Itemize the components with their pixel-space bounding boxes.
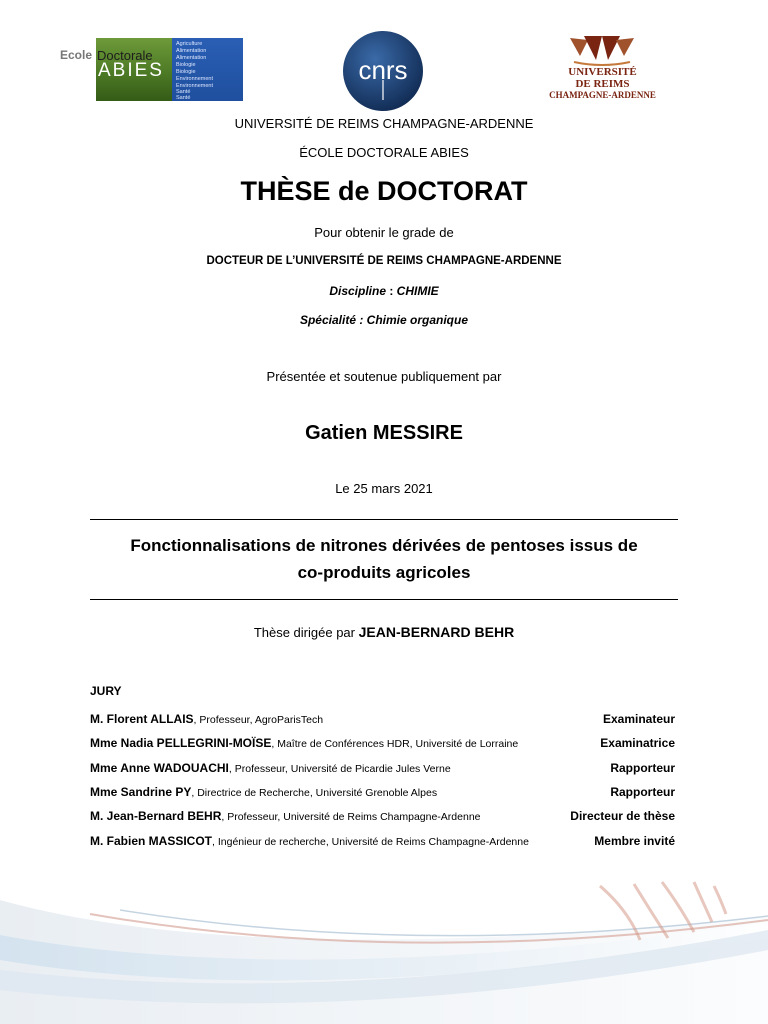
thesis-title-line2: co-produits agricoles xyxy=(297,563,471,582)
director-line xyxy=(0,624,768,640)
jury-member-affiliation: , Ingénieur de recherche, Université de Reims Champagne-Ardenne xyxy=(212,836,529,848)
abies-logo-word: Santé xyxy=(176,95,191,101)
urca-logo-line3: CHAMPAGNE-ARDENNE xyxy=(549,90,656,100)
grade: DOCTEUR DE L’UNIVERSITÉ DE REIMS CHAMPAGNE-ARDENNE xyxy=(206,255,562,267)
divider-top xyxy=(90,519,678,520)
jury-member-role: Rapporteur xyxy=(610,761,675,775)
jury-member-affiliation: , Professeur, AgroParisTech xyxy=(193,714,324,726)
jury-member-role: Membre invité xyxy=(594,834,675,848)
jury-member-fullname: Mme Nadia PELLEGRINI-MOÏSE xyxy=(90,736,272,750)
abies-logo-word: Biologie xyxy=(176,62,196,68)
grade-intro: Pour obtenir le grade de xyxy=(314,225,454,240)
jury-member-fullname: M. Fabien MASSICOT xyxy=(90,834,213,848)
jury-member-name xyxy=(90,712,323,726)
abies-logo-word: Biologie xyxy=(176,69,196,75)
divider-bottom xyxy=(90,599,678,600)
abies-logo-word: Environnement xyxy=(176,76,213,82)
jury-member-role: Examinatrice xyxy=(600,736,675,750)
specialite: Spécialité : Chimie organique xyxy=(299,313,469,327)
jury-member-fullname: M. Jean-Bernard BEHR xyxy=(90,809,222,823)
jury-heading: JURY xyxy=(90,684,122,698)
abies-logo-word: Environnement xyxy=(176,83,213,89)
discipline-label: Discipline xyxy=(329,284,386,298)
discipline-sep: : xyxy=(386,284,397,298)
jury-member-affiliation: , Professeur, Université de Reims Champagne-Ardenne xyxy=(221,811,481,823)
urca-logo-emblem xyxy=(566,32,638,66)
jury-member-affiliation: , Maître de Conférences HDR, Université de Lorraine xyxy=(271,738,519,750)
decorative-swoosh xyxy=(0,840,768,1024)
abies-logo-word: Agriculture xyxy=(176,41,203,47)
urca-logo-line2: DE REIMS xyxy=(575,78,630,90)
presented-by: Présentée et soutenue publiquement par xyxy=(266,369,502,384)
director-name: JEAN-BERNARD BEHR xyxy=(358,624,515,640)
defense-date: Le 25 mars 2021 xyxy=(335,481,433,496)
university-name: UNIVERSITÉ DE REIMS CHAMPAGNE-ARDENNE xyxy=(234,116,534,131)
jury-member-fullname: Mme Sandrine PY xyxy=(90,785,192,799)
jury-member-role: Rapporteur xyxy=(610,785,675,799)
cnrs-logo-text: cnrs xyxy=(358,55,408,85)
jury-member-name xyxy=(90,736,518,750)
jury-member-fullname: Mme Anne WADOUACHI xyxy=(90,761,229,775)
abies-logo-name: ABIES xyxy=(98,60,164,81)
jury-member-name xyxy=(90,785,437,799)
jury-member-role: Examinateur xyxy=(602,712,675,726)
cnrs-logo xyxy=(342,30,424,112)
discipline-value: CHIMIE xyxy=(396,284,439,298)
jury-member-fullname: M. Florent ALLAIS xyxy=(90,712,194,726)
jury-member-name xyxy=(90,809,481,823)
doctoral-school: ÉCOLE DOCTORALE ABIES xyxy=(299,145,469,160)
abies-logo-word: Alimentation xyxy=(176,55,207,61)
urca-logo-line1: UNIVERSITÉ xyxy=(568,66,637,78)
jury-member-affiliation: , Professeur, Université de Picardie Jules Verne xyxy=(228,763,451,775)
abies-logo-ecole-text: Ecole xyxy=(60,48,93,62)
jury-member-affiliation: , Directrice de Recherche, Université Grenoble Alpes xyxy=(191,787,438,799)
page-title: THÈSE de DOCTORAT xyxy=(240,176,528,206)
thesis-title-line1: Fonctionnalisations de nitrones dérivées de pentoses issus de xyxy=(130,536,638,555)
abies-logo-doctorale-text: Doctorale xyxy=(97,48,153,63)
jury-member-name xyxy=(90,761,451,775)
discipline xyxy=(0,284,768,298)
jury-member-role: Directeur de thèse xyxy=(570,809,675,823)
abies-logo-word: Alimentation xyxy=(176,48,207,54)
director-prefix: Thèse dirigée par xyxy=(253,625,355,640)
author-name: Gatien MESSIRE xyxy=(305,422,463,444)
abies-logo-word: Santé xyxy=(176,89,191,95)
